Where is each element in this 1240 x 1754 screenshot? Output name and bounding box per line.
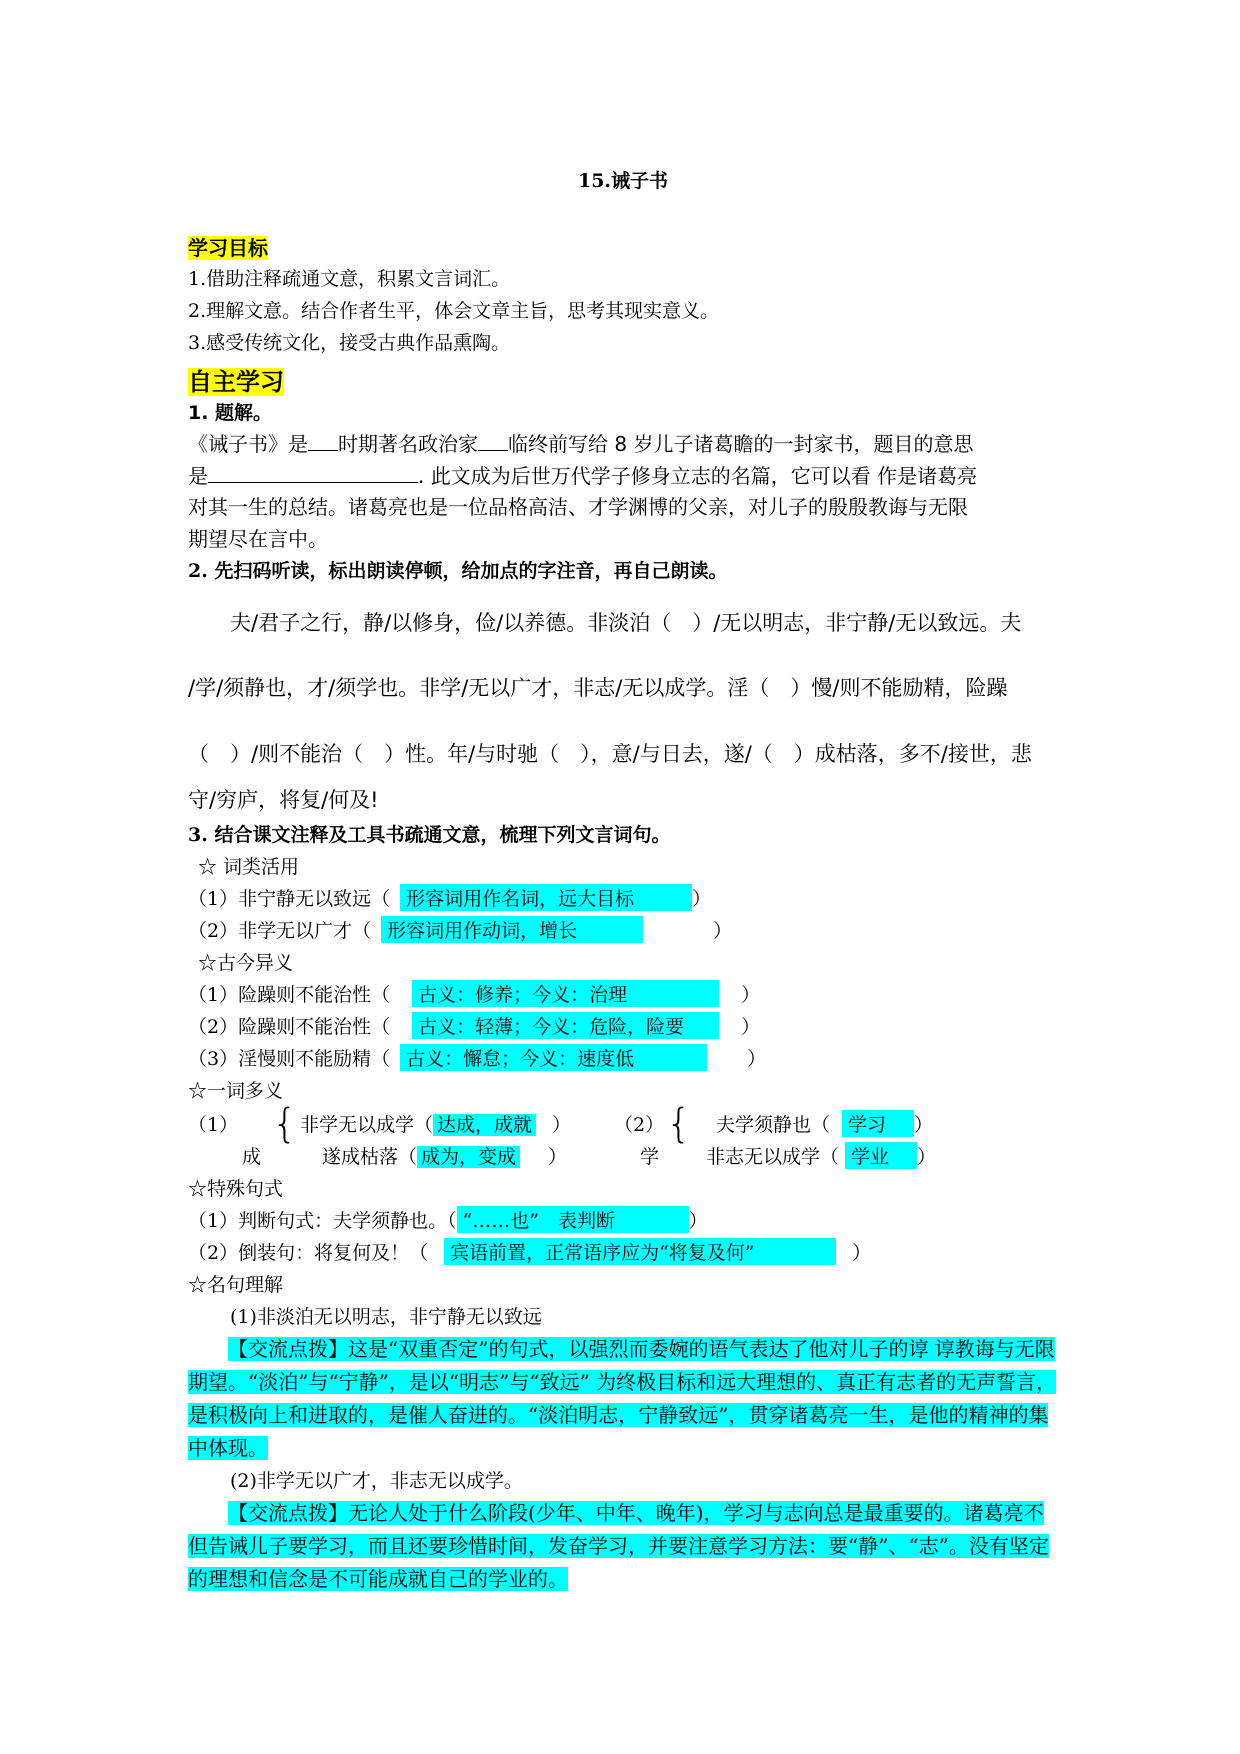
- q1-heading: 1. 题解。: [188, 402, 273, 424]
- goal-item: 1.借助注释疏通文意，积累文言词汇。: [188, 268, 511, 290]
- answer-fill: 宾语前置，正常语序应为“将复及何”: [444, 1238, 836, 1265]
- brace-symbol: {: [272, 1101, 298, 1147]
- polysemy-row: 非学无以成学（ 达成，成就 ）: [300, 1114, 572, 1136]
- exercise-row: （2）倒装句：将复何及！（ 宾语前置，正常语序应为“将复及何” ）: [188, 1238, 871, 1265]
- goal-item: 3.感受传统文化，接受古典作品熏陶。: [188, 332, 511, 354]
- section-heading: ☆ 词类活用: [198, 856, 300, 878]
- reading-line: 守/穷庐，将复/何及!: [188, 788, 379, 812]
- polysemy-num: （1）: [188, 1114, 239, 1136]
- answer-fill: 形容词用作名词，远大目标: [400, 884, 692, 911]
- answer-fill: 学习: [842, 1110, 914, 1137]
- blank-line[interactable]: [208, 462, 418, 483]
- goals-heading: 学习目标: [188, 236, 268, 260]
- exercise-row: （1）非宁静无以致远（ 形容词用作名词，远大目标 ）: [188, 884, 711, 911]
- answer-fill: 古义：修养；今义：治理: [412, 980, 719, 1007]
- q2-heading: 2. 先扫码听读，标出朗读停顿，给加点的字注音，再自己朗读。: [188, 560, 728, 582]
- reading-line: 夫/君子之行，静/以修身，俭/以养德。非淡泊（ ）/无以明志，非宁静/无以致远。夫: [230, 611, 1022, 635]
- exercise-row: （2）非学无以广才（ 形容词用作动词，增长 ）: [188, 916, 732, 943]
- self-study-heading: 自主学习: [188, 368, 284, 396]
- q1-line-1: 《诫子书》是 时期著名政治家 临终前写给 8 岁儿子诸葛瞻的一封家书，题目的意思: [188, 432, 974, 456]
- brace-symbol: {: [666, 1101, 692, 1147]
- q1-line-4: 期望尽在言中。: [188, 527, 328, 551]
- section-heading: ☆名句理解: [188, 1274, 284, 1296]
- discussion-note: 【交流点拨】这是“双重否定”的句式，以强烈而委婉的语气表达了他对儿子的谆 谆教诲与无限期望。“淡泊”与“宁静”，是以“明志”与“致远” 为终极目标和远大理想的、真正有志者的无声誓言，是积极向上和进取的，是催人奋进的。“淡泊明志，宁静致远”，贯穿诸葛亮一生，是他的精神的集中体现。: [188, 1337, 1057, 1460]
- exercise-row: （1）险躁则不能治性（ 古义：修养；今义：治理 ）: [188, 980, 760, 1007]
- famous-sentence: (1)非淡泊无以明志，非宁静无以致远: [230, 1306, 542, 1328]
- exercise-row: （3）淫慢则不能励精（ 古义：懈怠；今义：速度低 ）: [188, 1044, 766, 1071]
- page-title: 15.诫子书: [577, 170, 669, 192]
- blank-line[interactable]: [308, 430, 338, 451]
- reading-line: /学/须静也，才/须学也。非学/无以广才，非志/无以成学。淫（ ）慢/则不能励精，险躁: [188, 676, 1008, 700]
- polysemy-char: 成: [242, 1146, 262, 1168]
- famous-sentence: (2)非学无以广才，非志无以成学。: [230, 1470, 523, 1492]
- exercise-row: （1）判断句式：夫学须静也。（ “……也” 表判断 ）: [188, 1206, 708, 1233]
- answer-fill: 古义：懈怠；今义：速度低: [400, 1044, 707, 1071]
- goal-item: 2.理解文意。结合作者生平，体会文章主旨，思考其现实意义。: [188, 300, 720, 322]
- q1-line-2: 是 . 此文成为后世万代学子修身立志的名篇，它可以看 作是诸葛亮: [188, 464, 978, 488]
- polysemy-row: 非志无以成学（ 学业 ）: [706, 1142, 936, 1169]
- answer-fill: 达成，成就: [433, 1114, 536, 1136]
- polysemy-row: 遂成枯落（ 成为，变成 ）: [322, 1146, 568, 1168]
- blank-line[interactable]: [478, 430, 508, 451]
- answer-fill: “……也” 表判断: [457, 1206, 689, 1233]
- exercise-row: （2）险躁则不能治性（ 古义：轻薄；今义：危险，险要 ）: [188, 1012, 760, 1039]
- q1-line-3: 对其一生的总结。诸葛亮也是一位品格高洁、才学渊博的父亲，对儿子的殷殷教诲与无限: [188, 495, 968, 519]
- discussion-note: 【交流点拨】无论人处于什么阶段(少年、中年、晚年)，学习与志向总是最重要的。诸葛亮不但告诫儿子要学习，而且还要珍惜时间，发奋学习，并要注意学习方法：要“静”、“志”。没有坚定的理想和信念是不可能成就自己的学业的。: [188, 1501, 1049, 1591]
- polysemy-num: （2）: [614, 1114, 665, 1136]
- answer-fill: 学业: [845, 1142, 917, 1169]
- answer-fill: 成为，变成: [417, 1146, 520, 1168]
- section-heading: ☆特殊句式: [188, 1178, 284, 1200]
- answer-fill: 古义：轻薄；今义：危险，险要: [412, 1012, 719, 1039]
- polysemy-row: 夫学须静也（ 学习 ）: [716, 1110, 933, 1137]
- polysemy-char: 学: [640, 1146, 660, 1168]
- section-heading: ☆古今异义: [198, 952, 294, 974]
- answer-fill: 形容词用作动词，增长: [381, 916, 643, 943]
- reading-line: （ ）/则不能治（ ）性。年/与时驰（ ），意/与日去，遂/（ ）成枯落，多不/接世，悲: [188, 742, 1032, 766]
- q3-heading: 3. 结合课文注释及工具书疏通文意，梳理下列文言词句。: [188, 824, 671, 846]
- section-heading: ☆一词多义: [188, 1080, 284, 1102]
